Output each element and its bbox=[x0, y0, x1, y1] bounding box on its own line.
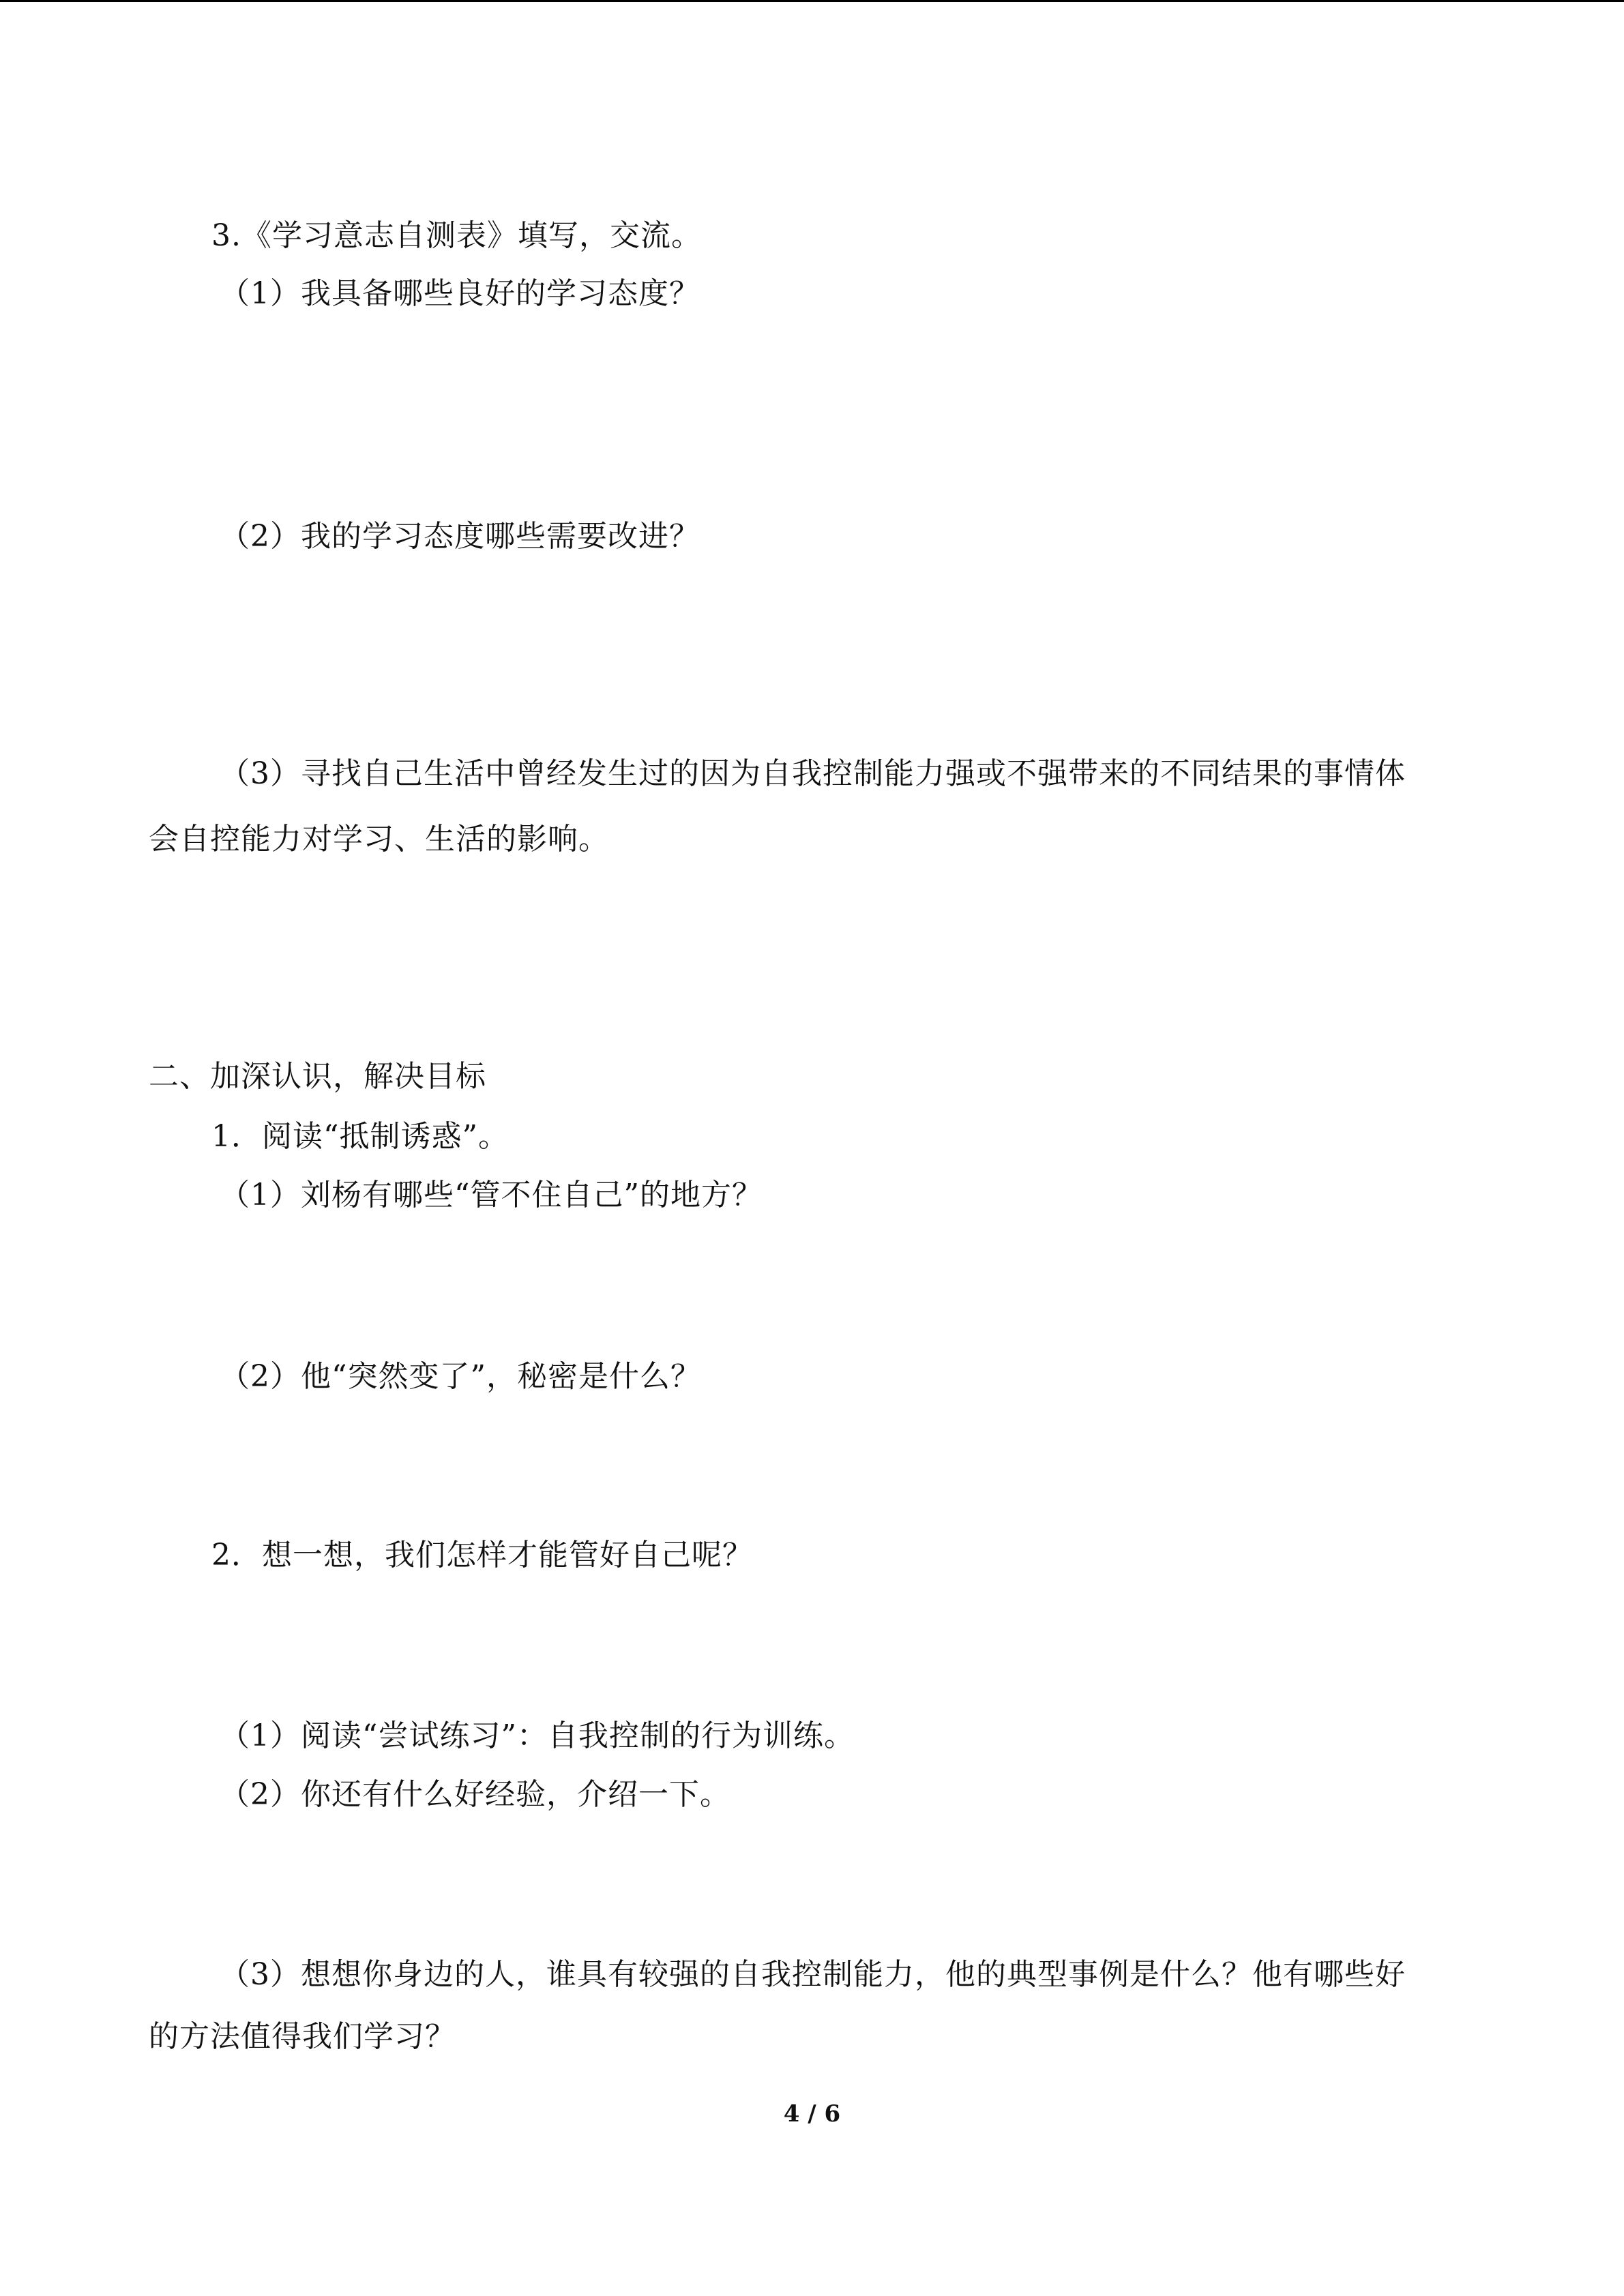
section-2-item-1-question-1: （1）刘杨有哪些“管不住自己”的地方？ bbox=[220, 1178, 763, 1212]
item-3-question-3-line-2: 会自控能力对学习、生活的影响。 bbox=[149, 822, 609, 856]
section-2-item-1-heading: 1．阅读“抵制诱惑”。 bbox=[211, 1119, 509, 1154]
section-2-heading: 二、加深认识，解决目标 bbox=[149, 1059, 486, 1094]
section-2-item-2-heading: 2．想一想，我们怎样才能管好自己呢？ bbox=[211, 1538, 753, 1572]
section-2-item-1-question-2: （2）他“突然变了”，秘密是什么？ bbox=[220, 1359, 701, 1394]
section-2-item-2-question-3-line-2: 的方法值得我们学习？ bbox=[149, 2019, 456, 2054]
section-2-item-2-question-2: （2）你还有什么好经验，介绍一下。 bbox=[220, 1777, 730, 1812]
item-3-question-2: （2）我的学习态度哪些需要改进？ bbox=[220, 519, 700, 554]
section-2-item-2-question-1: （1）阅读“尝试练习”：自我控制的行为训练。 bbox=[220, 1718, 855, 1753]
page-number: 4 / 6 bbox=[783, 2100, 841, 2128]
top-border-rule bbox=[0, 0, 1624, 2]
section-2-item-2-question-3-line-1: （3）想想你身边的人，谁具有较强的自我控制能力，他的典型事例是什么？他有哪些好 bbox=[220, 1957, 1406, 1992]
item-3-question-1: （1）我具备哪些良好的学习态度？ bbox=[220, 276, 700, 311]
item-3-heading: 3.《学习意志自测表》填写，交流。 bbox=[211, 218, 702, 253]
item-3-question-3-line-1: （3）寻找自己生活中曾经发生过的因为自我控制能力强或不强带来的不同结果的事情体 bbox=[220, 756, 1406, 791]
